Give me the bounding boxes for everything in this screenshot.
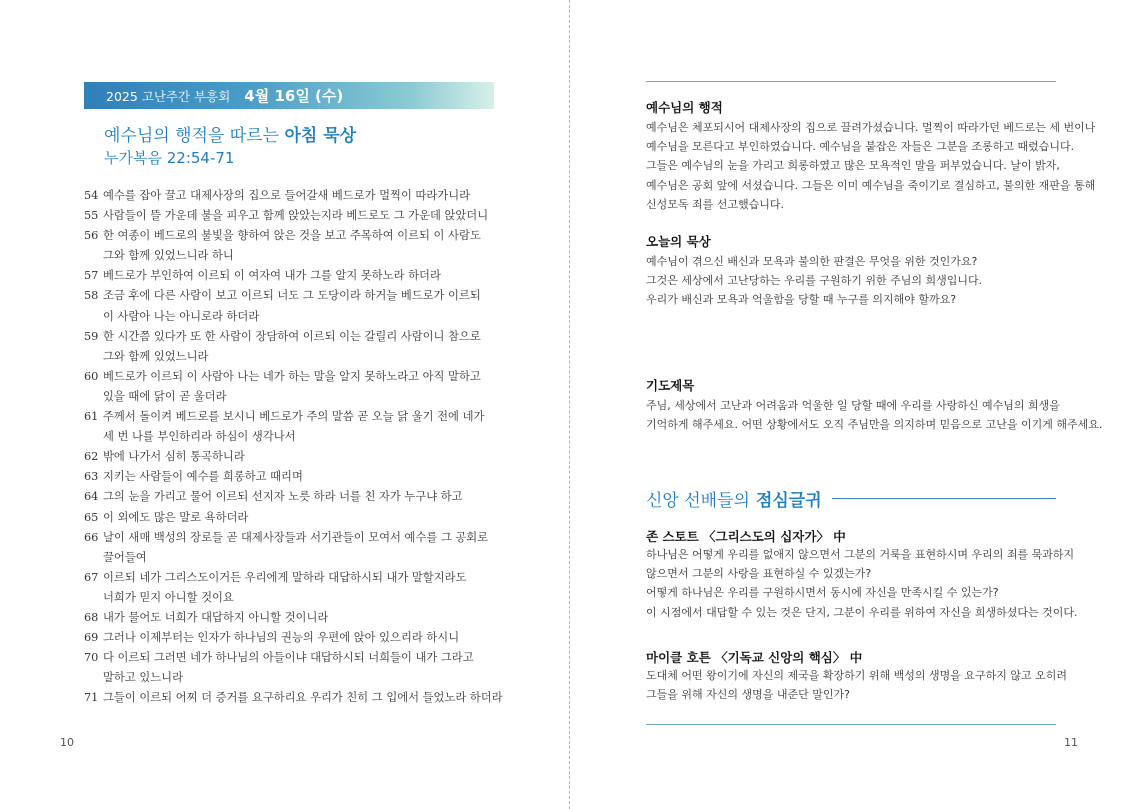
text-line: 신성모독 죄를 선고했습니다. [646,197,785,211]
verse-text: 세 번 나를 부인하리라 하심이 생각나서 [103,430,296,444]
verse-text: 그와 함께 있었느니라 하니 [103,249,234,263]
verse-line [84,367,514,387]
text-line: 그것은 세상에서 고난당하는 우리를 구원하기 위한 주님의 희생입니다. [646,274,983,288]
quote1-heading: 존 스토트 〈그리스도의 십자가〉 中 [646,529,846,544]
verse-number: 62 [84,450,99,464]
verse-line [84,608,514,628]
verse-line [84,307,514,327]
verse-text: 한 여종이 베드로의 불빛을 향하여 앉은 것을 보고 주목하여 이르되 이 사람도 [103,229,481,243]
quotes-title-emphasis: 점심글귀 [755,491,822,511]
verse-text: 주께서 돌이켜 베드로를 보시니 베드로가 주의 말씀 곧 오늘 닭 울기 전에 네가 [103,410,485,424]
verse-list [84,186,514,708]
verse-line [84,568,514,588]
text-line: 예수님을 모른다고 부인하였습니다. 예수님을 붙잡은 자들은 그분을 조롱하고 때렸습니다. [646,140,1075,154]
verse-line [84,186,514,206]
verse-text: 내가 물어도 너희가 대답하지 아니할 것이니라 [103,610,329,624]
quote2-body [646,666,1076,704]
verse-number: 70 [84,651,99,665]
verse-text: 조금 후에 다른 사람이 보고 이르되 너도 그 도당이라 하거늘 베드로가 이르되 [103,289,481,303]
date-label: 4월 16일 (수) [244,87,344,105]
verse-number: 65 [84,510,99,524]
verse-number: 60 [84,369,99,383]
verse-text: 있을 때에 닭이 곧 울더라 [103,389,227,403]
verse-text: 끌어들여 [103,550,147,564]
page-number-right: 11 [1064,736,1078,749]
text-line: 이 시점에서 대답할 수 있는 것은 단지, 그분이 우리를 위하여 자신을 희생하셨다는 것이다. [646,605,1078,619]
verse-number: 63 [84,470,99,484]
verse-line [84,387,514,407]
verse-line [84,427,514,447]
text-line: 어떻게 하나님은 우리를 구원하시면서 동시에 자신을 만족시킬 수 있는가? [646,586,999,600]
verse-line [84,487,514,507]
series-label: 2025 고난주간 부흥회 [106,88,231,104]
verse-number: 71 [84,691,99,705]
verse-text: 그의 눈을 가리고 물어 이르되 선지자 노릇 하라 너를 친 자가 누구냐 하고 [103,490,463,504]
verse-number: 57 [84,269,99,283]
verse-line [84,528,514,548]
meditation-body [646,252,1076,310]
verse-text: 다 이르되 그러면 네가 하나님의 아들이냐 대답하시되 너희들이 내가 그라고 [103,651,474,665]
meditation-title-prefix: 예수님의 행적을 따르는 [104,126,285,146]
verse-line [84,226,514,246]
verse-number: 58 [84,289,99,303]
verse-number: 55 [84,209,99,223]
page-number-left: 10 [60,736,74,749]
verse-line [84,407,514,427]
verse-number: 59 [84,329,99,343]
quote1-body [646,545,1076,622]
date-banner [84,82,494,109]
scripture-reference: 누가복음 22:54-71 [104,149,235,167]
verse-text: 이르되 네가 그리스도이거든 우리에게 말하라 대답하시되 내가 말할지라도 [103,570,467,584]
quote2-heading: 마이클 호튼 〈기독교 신앙의 핵심〉 中 [646,650,863,665]
verse-line [84,206,514,226]
prayer-heading: 기도제목 [646,378,695,393]
top-rule [646,81,1056,82]
text-line: 그들은 예수님의 눈을 가리고 희롱하였고 많은 모욕적인 말을 퍼부었습니다. 날이 밝자, [646,159,1060,173]
deeds-heading: 예수님의 행적 [646,100,723,115]
verse-line [84,508,514,528]
verse-text: 예수를 잡아 끌고 대제사장의 집으로 들어갈새 베드로가 멀찍이 따라가니라 [103,189,471,202]
deeds-body [646,118,1096,214]
verse-text: 말하고 있느니라 [103,671,183,685]
text-line: 기억하게 해주세요. 어떤 상황에서도 오직 주님만을 의지하며 믿음으로 고난을 이기게 해주세요. [646,418,1103,432]
verse-line [84,668,514,688]
verse-text: 그러나 이제부터는 인자가 하나님의 권능의 우편에 앉아 있으리라 하시니 [103,631,460,645]
text-line: 주님, 세상에서 고난과 어려움과 억울한 일 당할 때에 우리를 사랑하신 예수님의 희생을 [646,399,1060,412]
verse-line [84,688,514,708]
verse-text: 밖에 나가서 심히 통곡하니라 [103,450,245,464]
right-page [570,0,1138,809]
verse-text: 베드로가 부인하여 이르되 이 여자여 내가 그를 알지 못하노라 하더라 [103,269,441,283]
text-line: 않으면서 그분의 사랑을 표현하실 수 있겠는가? [646,567,872,581]
verse-line [84,286,514,306]
verse-line [84,628,514,648]
prayer-body [646,396,1103,434]
verse-number: 69 [84,631,99,645]
text-line: 도대체 어떤 왕이기에 자신의 제국을 확장하기 위해 백성의 생명을 요구하지 않고 오히려 [646,669,1067,682]
verse-line [84,327,514,347]
verse-text: 날이 새매 백성의 장로들 곧 대제사장들과 서기관들이 모여서 예수를 그 공회로 [103,530,489,544]
verse-number: 54 [84,189,99,202]
verse-number: 68 [84,610,99,624]
verse-number: 56 [84,229,99,243]
verse-text: 사람들이 뜰 가운데 불을 피우고 함께 앉았는지라 베드로도 그 가운데 앉았더니 [103,209,489,223]
verse-line [84,266,514,286]
meditation-title-emphasis: 아침 묵상 [284,126,357,146]
verse-line [84,467,514,487]
verse-text: 그와 함께 있었느니라 [103,349,209,363]
verse-number: 64 [84,490,99,504]
verse-text: 이 외에도 많은 말로 욕하더라 [103,510,249,524]
verse-number: 66 [84,530,99,544]
quotes-title-prefix: 신앙 선배들의 [646,491,750,511]
text-line: 하나님은 어떻게 우리를 없애지 않으면서 그분의 거룩을 표현하시며 우리의 죄를 묵과하지 [646,548,1075,561]
verse-line [84,347,514,367]
verse-number: 67 [84,570,99,584]
verse-number: 61 [84,410,99,424]
verse-text: 그들이 이르되 어찌 더 증거를 요구하리요 우리가 친히 그 입에서 들었노라 하더라 [103,691,503,705]
verse-text: 이 사람아 나는 아니로라 하더라 [103,309,260,323]
text-line: 그들을 위해 자신의 생명을 내준단 말인가? [646,688,850,702]
meditation-heading: 오늘의 묵상 [646,234,711,249]
verse-line [84,588,514,608]
verse-line [84,548,514,568]
text-line: 우리가 배신과 모욕과 억울함을 당할 때 누구를 의지해야 할까요? [646,293,957,307]
text-line: 예수님은 체포되시어 대제사장의 집으로 끌려가셨습니다. 멀찍이 따라가던 베드로는 세 번이나 [646,121,1096,134]
text-line: 예수님은 공회 앞에 서셨습니다. 그들은 이미 예수님을 죽이기로 결심하고, 불의한 재판을 통해 [646,178,1096,192]
verse-line [84,246,514,266]
quotes-title-rule [832,498,1056,499]
quotes-title [646,486,822,511]
verse-line [84,648,514,668]
verse-text: 너희가 믿지 아니할 것이요 [103,590,234,604]
meditation-title [104,121,356,146]
verse-text: 한 시간쯤 있다가 또 한 사람이 장담하여 이르되 이는 갈릴리 사람이니 참으로 [103,329,481,343]
verse-text: 베드로가 이르되 이 사람아 나는 네가 하는 말을 알지 못하노라고 아직 말하고 [103,369,481,383]
verse-line [84,447,514,467]
bottom-rule [646,724,1056,725]
verse-text: 지키는 사람들이 예수를 희롱하고 때리며 [103,470,303,484]
text-line: 예수님이 겪으신 배신과 모욕과 불의한 판결은 무엇을 위한 것인가요? [646,255,978,268]
